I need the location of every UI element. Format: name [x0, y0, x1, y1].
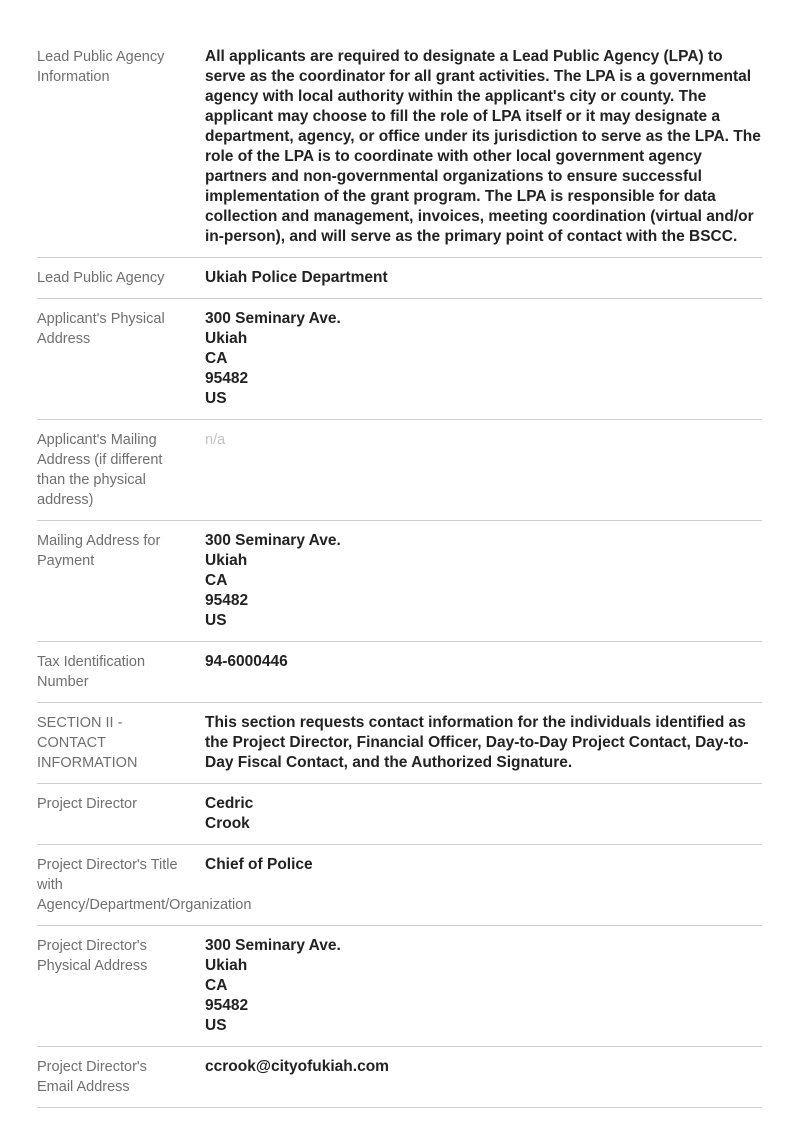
field-label: Project Director's Physical Address [37, 938, 148, 974]
address-state: CA [205, 977, 228, 994]
row-project-director-title [37, 852, 762, 926]
section-heading: SECTION II - CONTACT INFORMATION [37, 715, 138, 771]
field-label: Tax Identification Number [37, 654, 146, 690]
row-applicant-physical-address [37, 306, 762, 420]
address-city: Ukiah [205, 330, 248, 347]
address-state: CA [205, 350, 228, 367]
address-country: US [205, 390, 227, 407]
row-tax-identification-number [37, 649, 762, 703]
field-value: Chief of Police [205, 856, 313, 873]
field-label: Mailing Address for Payment [37, 533, 161, 569]
address-street: 300 Seminary Ave. [205, 532, 341, 549]
field-value: Ukiah Police Department [205, 269, 388, 286]
address-city: Ukiah [205, 552, 248, 569]
field-label: Applicant's Mailing Address (if different than the physical address) [37, 432, 163, 508]
first-name: Cedric [205, 795, 254, 812]
field-value: 94-6000446 [205, 653, 288, 670]
field-label-line: Agency/Department/Organization [37, 897, 252, 913]
field-label: Lead Public Agency [37, 270, 165, 286]
address-city: Ukiah [205, 957, 248, 974]
row-project-director-email [37, 1054, 762, 1108]
row-section-ii-contact-information [37, 710, 762, 784]
address-block [205, 309, 762, 409]
address-block [205, 531, 762, 631]
address-zip: 95482 [205, 370, 249, 387]
name-block [205, 794, 762, 834]
field-value: ccrook@cityofukiah.com [205, 1058, 389, 1075]
field-label: Project Director's Email Address [37, 1059, 147, 1095]
field-label: Lead Public Agency Information [37, 49, 165, 85]
field-value: n/a [205, 432, 226, 448]
row-project-director [37, 791, 762, 845]
address-block [205, 936, 762, 1036]
address-country: US [205, 1017, 227, 1034]
field-label: Project Director [37, 796, 137, 812]
field-label-line: Project Director's Title with [37, 857, 178, 893]
field-value: This section requests contact information for the individuals identified as the Project Director, Financial Officer, Day-to-Day Project Contact, Day-to-Day Fiscal Contact, and the Authorized Signature. [205, 714, 749, 771]
address-state: CA [205, 572, 228, 589]
application-form [37, 44, 762, 1115]
address-country: US [205, 612, 227, 629]
field-value: All applicants are required to designate a Lead Public Agency (LPA) to serve as the coordinator for all grant activities. The LPA is a governmental agency with local authority within the applicant's city or county. The applicant may choose to fill the role of LPA itself or it may designate a department, agency, or office under its jurisdiction to serve as the LPA. The role of the LPA is to coordinate with other local government agency partners and non-governmental organizations to ensure successful implementation of the grant program. The LPA is responsible for data collection and management, invoices, meeting coordination (virtual and/or in-person), and will serve as the primary point of contact with the BSCC. [205, 48, 761, 245]
row-lead-public-agency [37, 265, 762, 299]
row-mailing-address-for-payment [37, 528, 762, 642]
last-name: Crook [205, 815, 250, 832]
field-label [37, 855, 251, 915]
field-label: Applicant's Physical Address [37, 311, 165, 347]
address-zip: 95482 [205, 997, 249, 1014]
row-project-director-physical-address [37, 933, 762, 1047]
row-applicant-mailing-address [37, 427, 762, 521]
address-street: 300 Seminary Ave. [205, 310, 341, 327]
address-zip: 95482 [205, 592, 249, 609]
address-street: 300 Seminary Ave. [205, 937, 341, 954]
row-lead-public-agency-information [37, 44, 762, 258]
